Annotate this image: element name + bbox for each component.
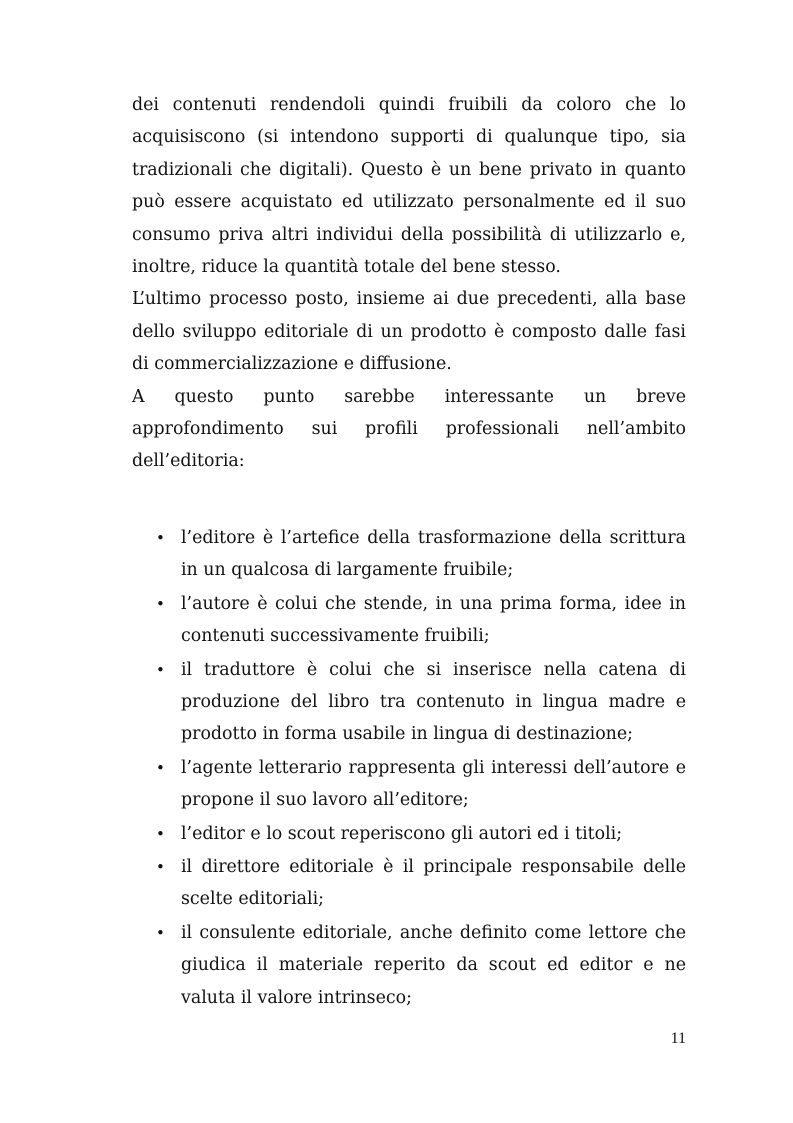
list-item [132, 851, 686, 916]
bullet-icon: • [156, 824, 165, 843]
paragraph-2: L’ultimo processo posto, insieme ai due precedenti, alla base dello sviluppo editoriale di un prodotto è composto dalle fasi di commercializzazione e diffusione. [132, 289, 686, 375]
bullet-icon: • [156, 857, 165, 876]
list-item [132, 588, 686, 653]
list-item-text: l’editor e lo scout reperiscono gli autori ed i titoli; [181, 823, 623, 844]
bullet-icon: • [156, 528, 165, 547]
paragraph-3: A questo punto sarebbe interessante un breve approfondimento sui profili professionali nell’ambito dell’editoria: [132, 386, 686, 472]
list-item [132, 917, 686, 1014]
professional-profiles-list [132, 522, 686, 1014]
list-item-text: il direttore editoriale è il principale responsabile delle scelte editoriali; [181, 856, 686, 910]
bullet-icon: • [156, 923, 165, 942]
bullet-icon: • [156, 594, 165, 613]
list-item-text: l’editore è l’artefice della trasformazione della scrittura in un qualcosa di largamente fruibile; [181, 527, 686, 581]
list-item [132, 752, 686, 817]
list-item-text: l’autore è colui che stende, in una prima forma, idee in contenuti successivamente fruibili; [181, 593, 686, 647]
list-item-text: il consulente editoriale, anche definito come lettore che giudica il materiale reperito da scout ed editor e ne valuta il valore intrinseco; [181, 922, 686, 1008]
list-item [132, 522, 686, 587]
list-item [132, 654, 686, 751]
bullet-icon: • [156, 758, 165, 777]
list-item-text: il traduttore è colui che si inserisce nella catena di produzione del libro tra contenuto in lingua madre e prodotto in forma usabile in lingua di destinazione; [181, 659, 686, 745]
paragraph-1: dei contenuti rendendoli quindi fruibili da coloro che lo acquisiscono (si intendono supporti di qualunque tipo, sia tradizionali che digitali). Questo è un bene privato in quanto può essere acquistato ed utilizzato personalmente ed il suo consumo priva altri individui della possibilità di utilizzarlo e, inoltre, riduce la quantità totale del bene stesso. [132, 95, 686, 278]
list-item-text: l’agente letterario rappresenta gli interessi dell’autore e propone il suo lavoro all’editore; [181, 757, 686, 811]
page-number: 11 [670, 1030, 686, 1047]
list-item [132, 818, 686, 850]
bullet-icon: • [156, 660, 165, 679]
page-body [132, 89, 686, 1015]
